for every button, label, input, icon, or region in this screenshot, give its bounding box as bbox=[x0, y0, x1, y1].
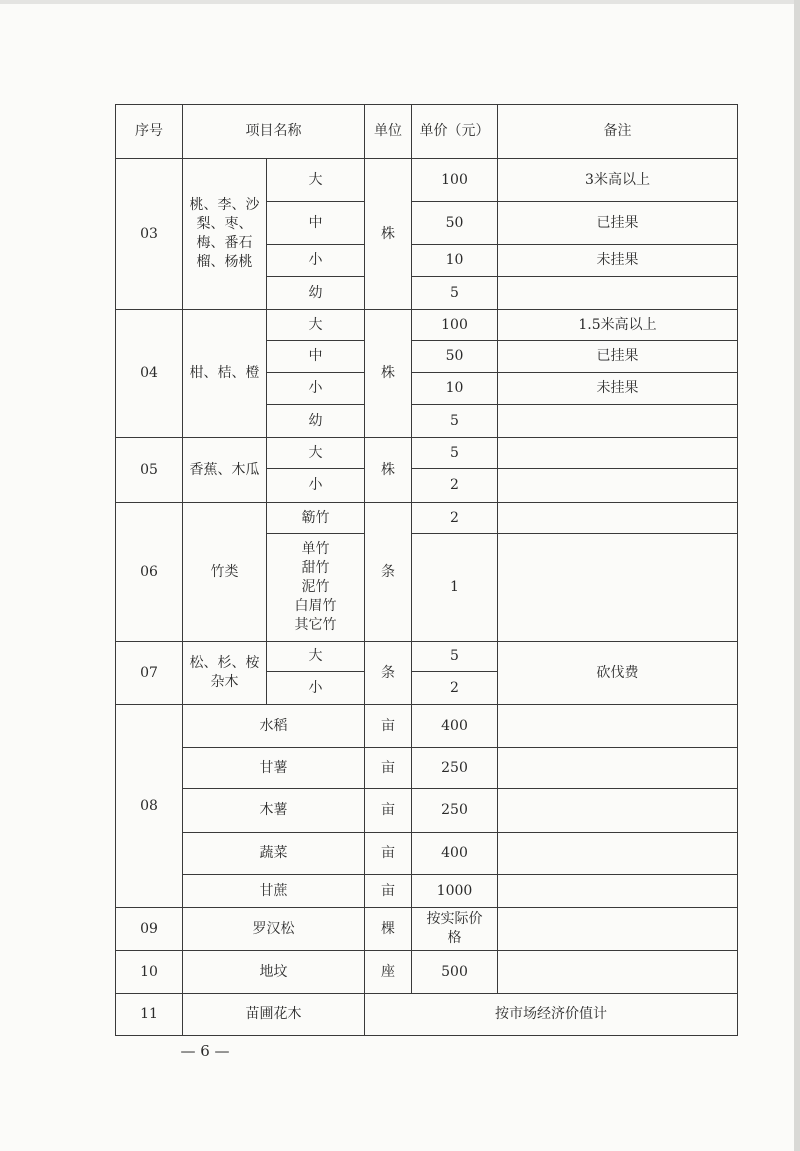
unit-cell: 亩 bbox=[365, 789, 412, 833]
scan-edge-top bbox=[0, 0, 800, 4]
bamboo-type: 甜竹 bbox=[301, 560, 330, 576]
name-05: 香蕉、木瓜 bbox=[183, 438, 267, 503]
note-cell bbox=[498, 908, 738, 951]
price-09: 按实际价格 bbox=[412, 908, 498, 951]
price-cell: 5 bbox=[412, 438, 498, 469]
seq-09: 09 bbox=[116, 908, 183, 951]
name-10: 地坟 bbox=[183, 951, 365, 994]
bamboo-type-cell: 簕竹 bbox=[267, 503, 365, 534]
price-cell: 250 bbox=[412, 748, 498, 789]
price-cell: 1000 bbox=[412, 875, 498, 908]
price-cell: 1 bbox=[412, 534, 498, 642]
price-10: 500 bbox=[412, 951, 498, 994]
table-row bbox=[116, 438, 738, 469]
note-cell bbox=[498, 405, 738, 438]
name-04: 柑、桔、橙 bbox=[183, 310, 267, 438]
price-cell: 2 bbox=[412, 672, 498, 705]
price-cell: 100 bbox=[412, 159, 498, 202]
note-cell: 已挂果 bbox=[498, 202, 738, 245]
note-cell bbox=[498, 469, 738, 503]
size-cell: 大 bbox=[267, 438, 365, 469]
note-cell bbox=[498, 277, 738, 310]
header-price: 单价（元） bbox=[412, 105, 498, 159]
price-cell: 10 bbox=[412, 373, 498, 405]
table-row bbox=[116, 994, 738, 1036]
scan-edge-right bbox=[794, 0, 800, 1151]
table-header-row bbox=[116, 105, 738, 159]
size-cell: 小 bbox=[267, 672, 365, 705]
unit-04: 株 bbox=[365, 310, 412, 438]
note-cell bbox=[498, 705, 738, 748]
name-03: 桃、李、沙梨、枣、梅、番石榴、杨桃 bbox=[183, 159, 267, 310]
note-cell bbox=[498, 748, 738, 789]
note-11: 按市场经济价值计 bbox=[365, 994, 738, 1036]
note-cell: 1.5米高以上 bbox=[498, 310, 738, 341]
bamboo-type: 白眉竹 bbox=[294, 598, 337, 614]
unit-cell: 亩 bbox=[365, 875, 412, 908]
crop-name: 蔬菜 bbox=[183, 833, 365, 875]
price-cell: 5 bbox=[412, 277, 498, 310]
table-row bbox=[116, 951, 738, 994]
table-row bbox=[116, 503, 738, 534]
note-cell: 未挂果 bbox=[498, 245, 738, 277]
unit-07: 条 bbox=[365, 642, 412, 705]
price-cell: 2 bbox=[412, 503, 498, 534]
unit-cell: 亩 bbox=[365, 833, 412, 875]
header-seq: 序号 bbox=[116, 105, 183, 159]
table-row bbox=[116, 789, 738, 833]
unit-06: 条 bbox=[365, 503, 412, 642]
name-07: 松、杉、桉杂木 bbox=[183, 642, 267, 705]
name-09: 罗汉松 bbox=[183, 908, 365, 951]
bamboo-types-cell bbox=[267, 534, 365, 642]
unit-05: 株 bbox=[365, 438, 412, 503]
table-row bbox=[116, 310, 738, 341]
crop-name: 木薯 bbox=[183, 789, 365, 833]
note-cell: 未挂果 bbox=[498, 373, 738, 405]
price-cell: 250 bbox=[412, 789, 498, 833]
header-note: 备注 bbox=[498, 105, 738, 159]
size-cell: 大 bbox=[267, 642, 365, 672]
price-cell: 50 bbox=[412, 202, 498, 245]
size-cell: 中 bbox=[267, 341, 365, 373]
size-cell: 小 bbox=[267, 373, 365, 405]
price-cell: 50 bbox=[412, 341, 498, 373]
seq-06: 06 bbox=[116, 503, 183, 642]
price-cell: 5 bbox=[412, 405, 498, 438]
size-cell: 幼 bbox=[267, 277, 365, 310]
seq-11: 11 bbox=[116, 994, 183, 1036]
unit-10: 座 bbox=[365, 951, 412, 994]
price-cell: 2 bbox=[412, 469, 498, 503]
page-number: — 6 — bbox=[180, 1042, 230, 1060]
table-row bbox=[116, 705, 738, 748]
table-row bbox=[116, 159, 738, 202]
unit-03: 株 bbox=[365, 159, 412, 310]
table-row bbox=[116, 833, 738, 875]
compensation-table bbox=[115, 104, 738, 1036]
table-row bbox=[116, 642, 738, 672]
price-cell: 5 bbox=[412, 642, 498, 672]
seq-07: 07 bbox=[116, 642, 183, 705]
size-cell: 小 bbox=[267, 245, 365, 277]
price-cell: 10 bbox=[412, 245, 498, 277]
size-cell: 小 bbox=[267, 469, 365, 503]
crop-name: 水稻 bbox=[183, 705, 365, 748]
note-cell bbox=[498, 789, 738, 833]
bamboo-type: 单竹 bbox=[301, 541, 330, 557]
size-cell: 大 bbox=[267, 310, 365, 341]
note-cell bbox=[498, 438, 738, 469]
size-cell: 幼 bbox=[267, 405, 365, 438]
unit-cell: 亩 bbox=[365, 705, 412, 748]
name-06: 竹类 bbox=[183, 503, 267, 642]
note-cell bbox=[498, 951, 738, 994]
seq-04: 04 bbox=[116, 310, 183, 438]
name-11: 苗圃花木 bbox=[183, 994, 365, 1036]
crop-name: 甘薯 bbox=[183, 748, 365, 789]
header-name: 项目名称 bbox=[183, 105, 365, 159]
header-unit: 单位 bbox=[365, 105, 412, 159]
seq-10: 10 bbox=[116, 951, 183, 994]
note-cell bbox=[498, 875, 738, 908]
note-cell bbox=[498, 534, 738, 642]
bamboo-type: 其它竹 bbox=[294, 617, 337, 633]
bamboo-type: 泥竹 bbox=[301, 579, 330, 595]
price-cell: 400 bbox=[412, 705, 498, 748]
price-cell: 100 bbox=[412, 310, 498, 341]
note-cell: 已挂果 bbox=[498, 341, 738, 373]
crop-name: 甘蔗 bbox=[183, 875, 365, 908]
note-07: 砍伐费 bbox=[498, 642, 738, 705]
table-row bbox=[116, 748, 738, 789]
page-number-wrap bbox=[0, 1042, 800, 1060]
table-row bbox=[116, 908, 738, 951]
note-cell bbox=[498, 833, 738, 875]
seq-03: 03 bbox=[116, 159, 183, 310]
unit-09: 棵 bbox=[365, 908, 412, 951]
seq-05: 05 bbox=[116, 438, 183, 503]
seq-08: 08 bbox=[116, 705, 183, 908]
unit-cell: 亩 bbox=[365, 748, 412, 789]
price-cell: 400 bbox=[412, 833, 498, 875]
note-cell bbox=[498, 503, 738, 534]
size-cell: 中 bbox=[267, 202, 365, 245]
size-cell: 大 bbox=[267, 159, 365, 202]
table-row bbox=[116, 875, 738, 908]
note-cell: 3米高以上 bbox=[498, 159, 738, 202]
